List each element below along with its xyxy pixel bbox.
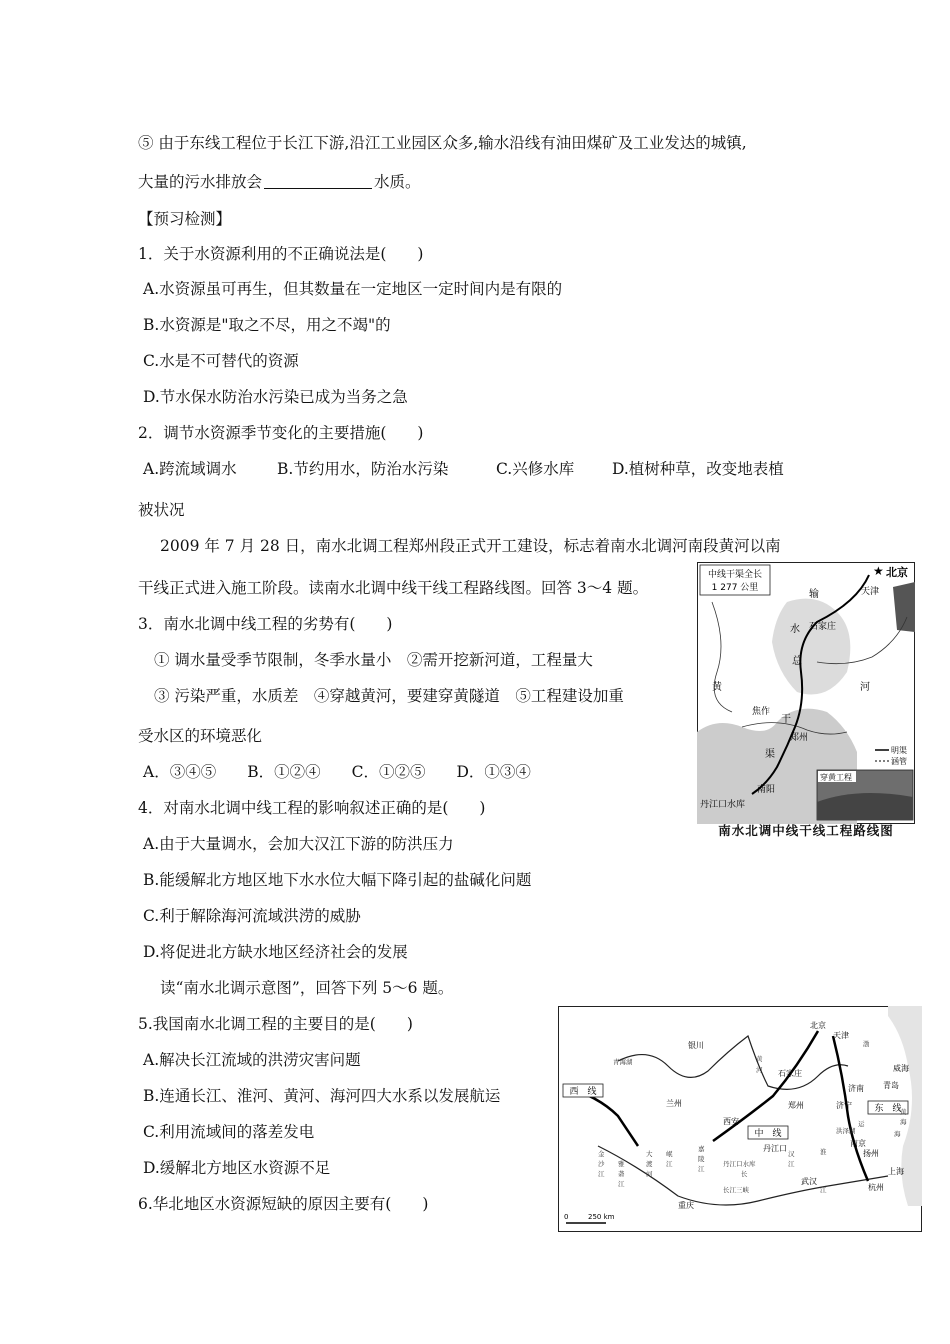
city-lanzhou: 兰州 xyxy=(666,1099,682,1108)
q2-option-b: B.节约用水，防治水污染 xyxy=(277,460,449,478)
q1-option-b: B.水资源是"取之不尽，用之不竭"的 xyxy=(143,316,391,334)
label-danjiangkou-reservoir: 丹江口水库 xyxy=(723,1160,756,1168)
q4-option-d: D.将促进北方缺水地区经济社会的发展 xyxy=(143,943,408,961)
city-chongqing: 重庆 xyxy=(678,1201,694,1210)
label-bohai: 渤 xyxy=(863,1040,870,1048)
label-min-2: 江 xyxy=(666,1160,673,1168)
label-yalong-2: 砻 xyxy=(618,1170,625,1178)
q2-option-a: A.跨流域调水 xyxy=(143,460,237,478)
label-he: 河 xyxy=(860,682,870,693)
q5-option-b: B.连通长江、淮河、黄河、海河四大水系以发展航运 xyxy=(143,1087,501,1105)
city-weihai: 威海 xyxy=(893,1064,909,1073)
city-zhengzhou: 郑州 xyxy=(788,1101,804,1110)
label-yangtze-1: 长 xyxy=(741,1170,748,1178)
canal-char-2: 水 xyxy=(790,624,800,635)
q3-options-line3: 受水区的环境恶化 xyxy=(138,727,263,745)
label-jinsha-3: 江 xyxy=(598,1170,605,1178)
city-shijiazhuang: 石家庄 xyxy=(809,622,837,632)
city-beijing: 北京 xyxy=(886,566,908,579)
q5-stem: 5.我国南水北调工程的主要目的是( ) xyxy=(138,1015,413,1033)
q6-stem: 6.华北地区水资源短缺的原因主要有( ) xyxy=(138,1195,429,1213)
label-huanghai-2: 海 xyxy=(900,1118,907,1126)
label-huanghai-1: 黄 xyxy=(900,1108,907,1116)
city-yangzhou: 扬州 xyxy=(863,1149,879,1158)
beijing-star-icon: ★ xyxy=(873,564,884,578)
para5-line1: ⑤ 由于东线工程位于长江下游,沿江工业园区众多,输水沿线有油田煤矿及工业发达的城镇, xyxy=(138,134,747,152)
canal-char-1: 输 xyxy=(809,589,819,600)
city-hangzhou: 杭州 xyxy=(868,1183,884,1192)
label-yellow-1: 黄 xyxy=(756,1055,763,1063)
reservoir-danjiangkou: 丹江口水库 xyxy=(700,800,746,810)
label-dadu-3: 河 xyxy=(646,1170,653,1178)
legend-pipe-label: 涵管 xyxy=(891,757,907,766)
label-yalong-3: 江 xyxy=(618,1180,625,1188)
city-jiaozuo: 焦作 xyxy=(752,707,771,717)
label-jinsha-2: 沙 xyxy=(598,1160,605,1168)
city-beijing: 北京 xyxy=(810,1021,826,1030)
label-yangtze-2: 江 xyxy=(820,1186,827,1194)
q4-option-c: C.利于解除海河流域洪涝的威胁 xyxy=(143,907,361,925)
q2-option-d: D.植树种草，改变地表植 xyxy=(612,460,784,478)
intro1-line2: 干线正式进入施工阶段。读南水北调中线干线工程路线图。回答 3～4 题。 xyxy=(138,579,649,597)
east-line-label: 东 线 xyxy=(874,1104,902,1114)
label-dadu-2: 渡 xyxy=(646,1160,653,1168)
q4-stem: 4．对南水北调中线工程的影响叙述正确的是( ) xyxy=(138,799,486,817)
q5-option-c: C.利用流域间的落差发电 xyxy=(143,1123,315,1141)
label-yalong-1: 雅 xyxy=(618,1160,625,1168)
q2-stem: 2．调节水资源季节变化的主要措施( ) xyxy=(138,424,424,442)
intro2: 读“南水北调示意图”，回答下列 5～6 题。 xyxy=(160,979,454,997)
para5-line2 xyxy=(138,170,421,192)
q2-option-d-cont: 被状况 xyxy=(138,501,185,519)
label-huai: 淮 xyxy=(820,1148,827,1156)
label-qinghai-lake: 青海湖 xyxy=(613,1058,633,1066)
q1-option-a: A.水资源虽可再生，但其数量在一定地区一定时间内是有限的 xyxy=(143,280,563,298)
canal-char-3: 总 xyxy=(792,656,802,667)
city-shanghai: 上海 xyxy=(888,1167,904,1176)
label-yellow-2: 河 xyxy=(756,1066,763,1074)
label-three-gorges: 长江三峡 xyxy=(723,1186,749,1194)
city-shijiazhuang: 石家庄 xyxy=(778,1069,802,1078)
scale-zero: 0 xyxy=(564,1213,569,1221)
q2-option-c: C.兴修水库 xyxy=(496,460,575,478)
map1-caption: 南水北调中线干线工程路线图 xyxy=(718,823,894,838)
label-hongze-lake: 洪泽湖 xyxy=(836,1127,856,1135)
label-sea: 海 xyxy=(894,1130,901,1138)
label-grand-canal: 运 xyxy=(858,1120,865,1128)
legend-open-label: 明渠 xyxy=(891,746,907,755)
city-tianjin: 天津 xyxy=(833,1031,849,1040)
q1-stem: 1．关于水资源利用的不正确说法是( ) xyxy=(138,245,424,263)
q1-option-c: C.水是不可替代的资源 xyxy=(143,352,299,370)
label-dadu-1: 大 xyxy=(646,1150,653,1158)
west-line-label: 西 线 xyxy=(569,1087,597,1097)
label-han-2: 江 xyxy=(788,1160,795,1168)
city-nanyang: 南阳 xyxy=(757,785,776,795)
city-zhengzhou: 郑州 xyxy=(790,733,809,743)
city-tianjin: 天津 xyxy=(861,587,880,597)
q5-option-a: A.解决长江流域的洪涝灾害问题 xyxy=(143,1051,361,1069)
canal-char-5: 渠 xyxy=(765,749,775,760)
city-qingdao: 青岛 xyxy=(883,1081,899,1090)
city-danjiangkou: 丹江口 xyxy=(763,1144,787,1153)
q3-stem: 3．南水北调中线工程的劣势有( ) xyxy=(138,615,393,633)
infobox-line2: 1 277 公里 xyxy=(711,583,759,593)
infobox-line1: 中线干渠全长 xyxy=(707,570,763,580)
diversion-overview-map xyxy=(558,1006,922,1232)
label-jinsha-1: 金 xyxy=(598,1150,605,1158)
scale-km: 250 km xyxy=(588,1213,615,1221)
city-nanjing: 南京 xyxy=(850,1139,866,1148)
q1-option-d: D.节水保水防治水污染已成为当务之急 xyxy=(143,388,408,406)
para5-line2-pre: 大量的污水排放会 xyxy=(138,173,263,191)
label-han-1: 汉 xyxy=(788,1150,795,1158)
label-huang: 黄 xyxy=(712,682,722,693)
answer-blank[interactable] xyxy=(264,174,372,189)
q4-option-b: B.能缓解北方地区地下水水位大幅下降引起的盐碱化问题 xyxy=(143,871,532,889)
city-xian: 西安 xyxy=(723,1117,739,1126)
q3-options-line1: ① 调水量受季节限制，冬季水量小 ②需开挖新河道，工程量大 xyxy=(154,651,593,669)
intro1-line1: 2009 年 7 月 28 日，南水北调工程郑州段正式开工建设，标志着南水北调河南段黄河以南 xyxy=(160,537,781,555)
city-wuhan: 武汉 xyxy=(801,1177,817,1186)
city-jinan: 济南 xyxy=(848,1084,864,1093)
photo-label: 穿黄工程 xyxy=(820,773,852,782)
label-min-1: 岷 xyxy=(666,1150,673,1158)
para5-line2-post: 水质。 xyxy=(374,173,421,191)
city-yinchuan: 银川 xyxy=(688,1041,704,1050)
q3-choices: A．③④⑤ B．①②④ C．①②⑤ D．①③④ xyxy=(143,763,531,781)
mid-line-label: 中 线 xyxy=(754,1129,782,1139)
label-jialing-1: 嘉 xyxy=(698,1145,705,1153)
middle-route-map xyxy=(697,562,915,824)
label-jialing-2: 陵 xyxy=(698,1155,705,1163)
q4-option-a: A.由于大量调水，会加大汉江下游的防洪压力 xyxy=(143,835,454,853)
canal-char-4: 干 xyxy=(781,714,791,725)
city-jining: 济宁 xyxy=(836,1101,852,1110)
q3-options-line2: ③ 污染严重，水质差 ④穿越黄河，要建穿黄隧道 ⑤工程建设加重 xyxy=(154,687,624,705)
label-jialing-3: 江 xyxy=(698,1165,705,1173)
q5-option-d: D.缓解北方地区水资源不足 xyxy=(143,1159,331,1177)
section-title: 【预习检测】 xyxy=(138,210,232,228)
